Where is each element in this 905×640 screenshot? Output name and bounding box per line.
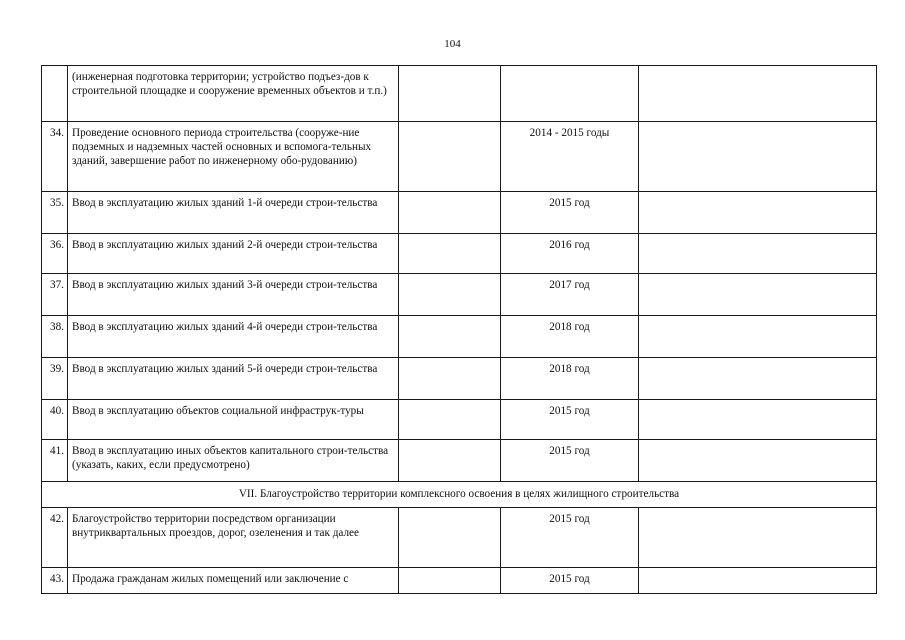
- note-cell: [639, 358, 877, 400]
- table-row: [42, 508, 877, 568]
- note-cell: [639, 440, 877, 482]
- note-cell: [639, 274, 877, 316]
- description-cell: Ввод в эксплуатацию жилых зданий 1-й очереди строи-тельства: [68, 192, 399, 234]
- description-cell: Ввод в эксплуатацию жилых зданий 5-й очереди строи-тельства: [68, 358, 399, 400]
- description-cell: Ввод в эксплуатацию жилых зданий 3-й очереди строи-тельства: [68, 274, 399, 316]
- responsible-cell: [399, 192, 501, 234]
- table-row: [42, 122, 877, 192]
- row-number-cell: 34.: [42, 122, 68, 192]
- row-number-cell: 42.: [42, 508, 68, 568]
- description-cell: Продажа гражданам жилых помещений или заключение с: [68, 568, 399, 594]
- deadline-cell: [501, 66, 639, 122]
- row-number-cell: 37.: [42, 274, 68, 316]
- note-cell: [639, 122, 877, 192]
- deadline-cell: 2016 год: [501, 234, 639, 274]
- responsible-cell: [399, 66, 501, 122]
- table-row: [42, 66, 877, 122]
- schedule-table-body: [42, 66, 877, 594]
- responsible-cell: [399, 274, 501, 316]
- row-number-cell: 39.: [42, 358, 68, 400]
- responsible-cell: [399, 316, 501, 358]
- deadline-cell: 2015 год: [501, 192, 639, 234]
- deadline-cell: 2017 год: [501, 274, 639, 316]
- note-cell: [639, 316, 877, 358]
- responsible-cell: [399, 122, 501, 192]
- description-cell: Ввод в эксплуатацию иных объектов капитального строи-тельства (указать, каких, если предусмотрено): [68, 440, 399, 482]
- note-cell: [639, 508, 877, 568]
- note-cell: [639, 568, 877, 594]
- deadline-cell: 2018 год: [501, 316, 639, 358]
- table-row: [42, 234, 877, 274]
- table-row: [42, 568, 877, 594]
- schedule-table: [41, 65, 877, 594]
- row-number-cell: 40.: [42, 400, 68, 440]
- deadline-cell: 2015 год: [501, 568, 639, 594]
- note-cell: [639, 192, 877, 234]
- section-title: VII. Благоустройство территории комплексного освоения в целях жилищного строительства: [42, 482, 877, 508]
- row-number-cell: 36.: [42, 234, 68, 274]
- deadline-cell: 2014 - 2015 годы: [501, 122, 639, 192]
- description-cell: Ввод в эксплуатацию жилых зданий 4-й очереди строи-тельства: [68, 316, 399, 358]
- row-number-cell: [42, 66, 68, 122]
- description-cell: Ввод в эксплуатацию жилых зданий 2-й очереди строи-тельства: [68, 234, 399, 274]
- responsible-cell: [399, 508, 501, 568]
- description-cell: Ввод в эксплуатацию объектов социальной инфраструк-туры: [68, 400, 399, 440]
- deadline-cell: 2015 год: [501, 440, 639, 482]
- row-number-cell: 38.: [42, 316, 68, 358]
- responsible-cell: [399, 400, 501, 440]
- row-number-cell: 43.: [42, 568, 68, 594]
- table-row: [42, 400, 877, 440]
- row-number-cell: 35.: [42, 192, 68, 234]
- description-cell: Проведение основного периода строительства (сооруже-ние подземных и надземных частей основных и вспомога-тельных зданий, завершение работ по инженерному обо-рудованию): [68, 122, 399, 192]
- responsible-cell: [399, 568, 501, 594]
- deadline-cell: 2015 год: [501, 508, 639, 568]
- deadline-cell: 2018 год: [501, 358, 639, 400]
- row-number-cell: 41.: [42, 440, 68, 482]
- responsible-cell: [399, 358, 501, 400]
- table-row: [42, 440, 877, 482]
- responsible-cell: [399, 440, 501, 482]
- note-cell: [639, 234, 877, 274]
- section-row: [42, 482, 877, 508]
- table-row: [42, 358, 877, 400]
- table-row: [42, 192, 877, 234]
- description-cell: (инженерная подготовка территории; устройство подъез-дов к строительной площадке и сооружение временных объектов и т.п.): [68, 66, 399, 122]
- description-cell: Благоустройство территории посредством организации внутриквартальных проездов, дорог, озеленения и так далее: [68, 508, 399, 568]
- table-row: [42, 274, 877, 316]
- page-number: 104: [444, 38, 461, 50]
- responsible-cell: [399, 234, 501, 274]
- note-cell: [639, 66, 877, 122]
- table-row: [42, 316, 877, 358]
- note-cell: [639, 400, 877, 440]
- deadline-cell: 2015 год: [501, 400, 639, 440]
